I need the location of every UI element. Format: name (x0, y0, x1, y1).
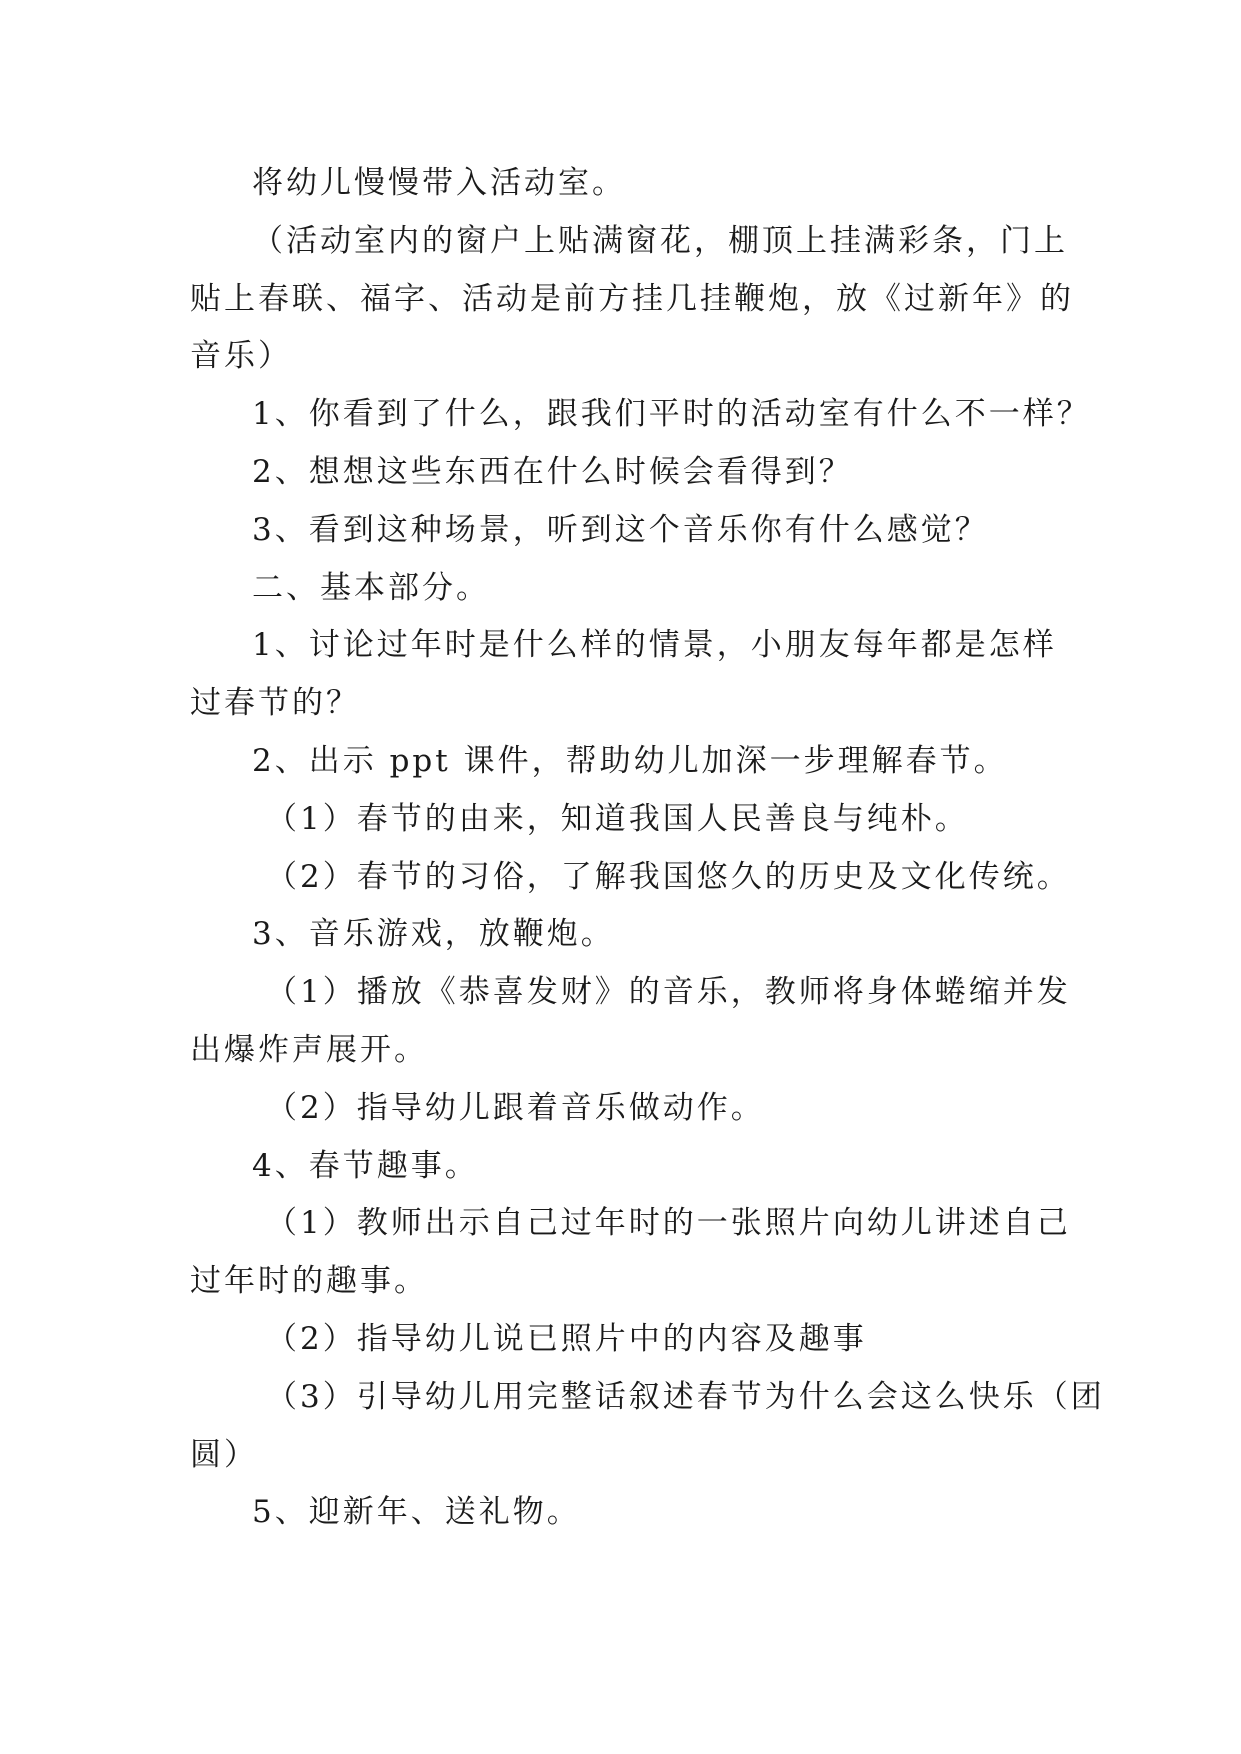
paragraph-line: （活动室内的窗户上贴满窗花，棚顶上挂满彩条，门上 (252, 222, 1068, 259)
sub-list-item: （2）指导幼儿跟着音乐做动作。 (266, 1089, 765, 1126)
document-body (190, 155, 1105, 1542)
sub-list-item: （1）春节的由来，知道我国人民善良与纯朴。 (266, 800, 969, 837)
sub-list-item: （1）播放《恭喜发财》的音乐，教师将身体蜷缩并发 (266, 974, 1071, 1011)
question-item: 3、看到这种场景，听到这个音乐你有什么感觉？ (252, 511, 989, 548)
sub-list-item: （2）指导幼儿说已照片中的内容及趣事 (266, 1320, 867, 1357)
section-heading: 二、基本部分。 (252, 569, 490, 606)
question-item: 2、想想这些东西在什么时候会看得到？ (252, 453, 853, 490)
list-item: 4、春节趣事。 (252, 1147, 479, 1184)
paragraph-line: 音乐） (190, 338, 292, 375)
paragraph-line: 贴上春联、福字、活动是前方挂几挂鞭炮，放《过新年》的 (190, 280, 1074, 317)
list-item: 1、讨论过年时是什么样的情景，小朋友每年都是怎样 (252, 627, 1057, 664)
list-item: 5、迎新年、送礼物。 (252, 1494, 581, 1531)
paragraph-line: 过春节的？ (190, 685, 360, 722)
question-item: 1、你看到了什么，跟我们平时的活动室有什么不一样？ (252, 396, 1091, 433)
list-item: 2、出示 ppt 课件，帮助幼儿加深一步理解春节。 (252, 742, 1008, 779)
paragraph-line: 过年时的趣事。 (190, 1263, 428, 1300)
paragraph-line: 出爆炸声展开。 (190, 1031, 428, 1068)
paragraph-line: 将幼儿慢慢带入活动室。 (252, 165, 626, 201)
sub-list-item: （1）教师出示自己过年时的一张照片向幼儿讲述自己 (266, 1205, 1071, 1242)
sub-list-item: （3）引导幼儿用完整话叙述春节为什么会这么快乐（团 (266, 1378, 1105, 1415)
list-item: 3、音乐游戏，放鞭炮。 (252, 916, 615, 953)
paragraph-line: 圆） (190, 1436, 258, 1473)
sub-list-item: （2）春节的习俗，了解我国悠久的历史及文化传统。 (266, 858, 1071, 895)
